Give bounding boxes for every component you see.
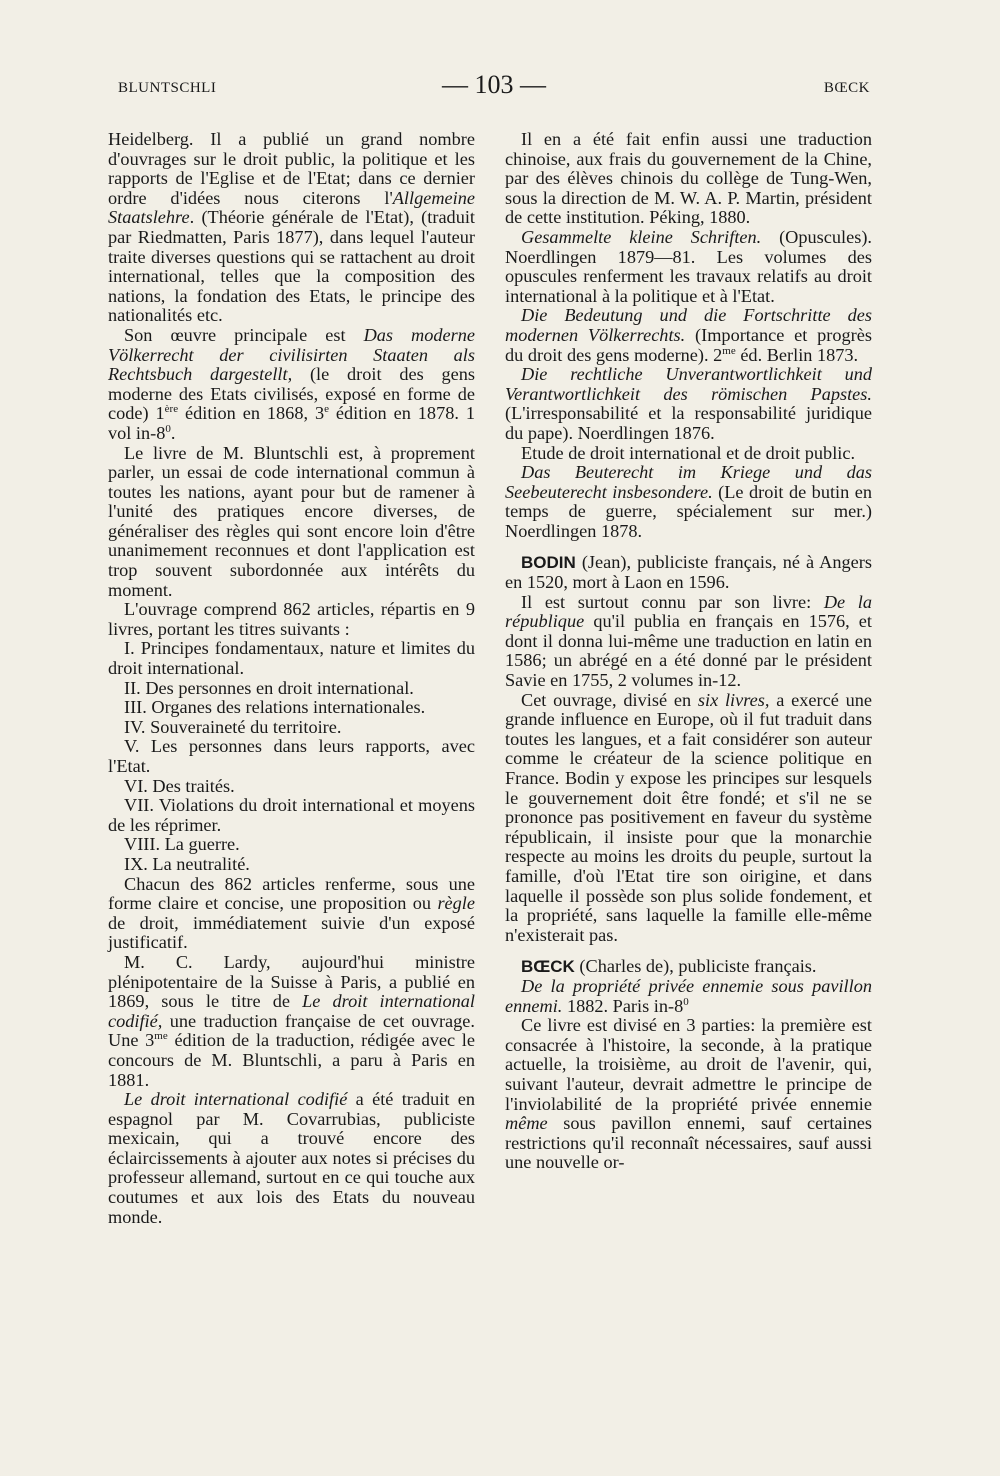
entry-boeck: BŒCK (Charles de), publiciste français. <box>521 956 817 977</box>
entry-headword: BODIN <box>521 553 576 573</box>
paragraph: Il est surtout connu par son livre: De la république qu'il publia en français en 1576, et dont il donna lui-même une traduction en latin en 1586; un abrégé en a été donné par le président Savie en 1755, 2 volumes in-12. <box>505 591 872 691</box>
list-item: VIII. La guerre. <box>124 834 240 855</box>
list-item: II. Des personnes en droit international. <box>124 677 414 698</box>
paragraph: Son œuvre principale est Das moderne Völkerrecht der civilisirten Staaten als Rechtsbuch dargestellt, (le droit des gens moderne des Etats civilisés, exposé en forme de code) 1ère édition en 1868, 3e édition en 1878. 1 vol $in-8^0$. <box>108 324 475 443</box>
right-column <box>505 130 872 1173</box>
page-number: — 103 — <box>442 70 546 99</box>
paragraph: Chacun des 862 articles renferme, sous une forme claire et concise, une proposition ou règle de droit, immédiatement suivie d'un exposé justificatif. <box>108 873 475 953</box>
paragraph: L'ouvrage comprend 862 articles, répartis en 9 livres, portant les titres suivants : <box>108 599 475 639</box>
running-head-left: BLUNTSCHLI <box>118 80 217 96</box>
list-item: VI. Des traités. <box>124 775 235 796</box>
list-item: IX. La neutralité. <box>124 853 250 874</box>
list-item: I. Principes fondamentaux, nature et limites du droit international. <box>108 638 475 679</box>
entry-bodin: BODIN (Jean), publiciste français, né à Angers en 1520, mort à Laon en 1596. <box>505 552 872 593</box>
paragraph: Heidelberg. Il a publié un grand nombre d'ouvrages sur le droit public, la politique et les rapports de l'Eglise et de l'Etat; dans ce dernier ordre d'idées nous citerons l'Allgemeine Staatslehre. (Théorie générale de l'Etat), (traduit par Riedmatten, Paris 1877), dans lequel l'auteur traite diverses questions qui se rattachent au droit international, telles que la composition des nations, la fondation des Etats, le principe des nationalités etc. <box>108 129 475 326</box>
paragraph: M. C. Lardy, aujourd'hui ministre plénipotentaire de la Suisse à Paris, a publié en 1869, sous le titre de Le droit international codifié, une traduction française de cet ouvrage. Une $3^{me}$ édition de la traduction, rédigée avec le concours de M. Bluntschli, a paru à Paris en 1881. <box>108 951 476 1090</box>
list-item: VII. Violations du droit international et moyens de les réprimer. <box>108 795 475 835</box>
paragraph: Cet ouvrage, divisé en six livres, a exercé une grande influence en Europe, où il fut traduit dans toutes les langues, et a fait considérer son auteur comme le créateur de la science politique en France. Bodin y expose les principes sur lesquels le gouvernement doit être fondé; et s'il ne se prononce pas positivement en faveur du système républicain, il insiste pour que la monarchie respecte au moins les droits du peuple, surtout la famille, d'où l'Etat tire son oirigine, et dans laquelle il possède son plus solide fondement, et la propriété, sans laquelle la famille elle-même n'existerait pas. <box>505 689 872 945</box>
paragraph: Le livre de M. Bluntschli est, à proprement parler, un essai de code international commun à toutes les nations, ayant pour but de ramener à l'unité des pratiques encore diverses, de généraliser des règles qui sont encore loin d'être unanimement reconnues et dont l'application est trop souvent subordonnée aux intérêts du moment. <box>108 442 475 600</box>
running-header <box>118 70 870 110</box>
paragraph: Le droit international codifié a été traduit en espagnol par M. Covarrubias, publiciste mexicain, qui a trouvé encore des éclaircissements à ajouter aux notes si précises du professeur allemand, surtout en ce qui touche aux coutumes et aux lois des Etats du nouveau monde. <box>108 1089 475 1227</box>
list-item: IV. Souveraineté du territoire. <box>124 716 342 737</box>
entry-headword: BŒCK <box>521 957 575 977</box>
list-item: V. Les personnes dans leurs rapports, avec l'Etat. <box>108 736 475 776</box>
paragraph: Il en a été fait enfin aussi une traduction chinoise, aux frais du gouvernement de la Chine, par des élèves chinois du collège de Tung-Wen, sous la direction de M. W. A. P. Martin, président de cette institution. Péking, 1880. <box>505 129 872 228</box>
paragraph: Die rechtliche Unverantwortlichkeit und Verantwortlichkeit des römischen Papstes. (L'irresponsabilité et la responsabilité juridique du pape). Noerdlingen 1876. <box>505 364 872 443</box>
paragraph: Gesammelte kleine Schriften. (Opuscules). Noerdlingen 1879—81. Les volumes des opuscules renferment les travaux relatifs au droit international à la politique et à l'Etat. <box>505 226 872 306</box>
list-item: III. Organes des relations internationales. <box>124 697 426 718</box>
paragraph: Die Bedeutung und die Fortschritte des modernen Völkerrechts. (Importance et progrès du droit des gens moderne). $2^{me}$ éd. Berlin 1873. <box>505 305 872 365</box>
paragraph: Ce livre est divisé en 3 parties: la première est consacrée à l'histoire, la seconde, à la pratique actuelle, la troisième, au droit de l'avenir, qui, suivant l'auteur, devrait admettre le principe de l'inviolabilité de la propriété privée ennemie même sous pavillon ennemi, sauf certaines restrictions qu'il reconnaît nécessaires, sauf aussi une nouvelle or- <box>505 1015 872 1173</box>
left-column <box>108 130 475 1227</box>
running-head-right: BŒCK <box>823 80 870 96</box>
paragraph: Etude de droit international et de droit public. <box>521 442 856 463</box>
paragraph: Das Beuterecht im Kriege und das Seebeuterecht insbesondere. (Le droit de butin en temps de guerre, spécialement sur mer.) Noerdlingen 1878. <box>505 462 872 541</box>
paragraph: De la propriété privée ennemie sous pavillon ennemi. 1882. Paris $in-8^0$ <box>505 975 872 1016</box>
